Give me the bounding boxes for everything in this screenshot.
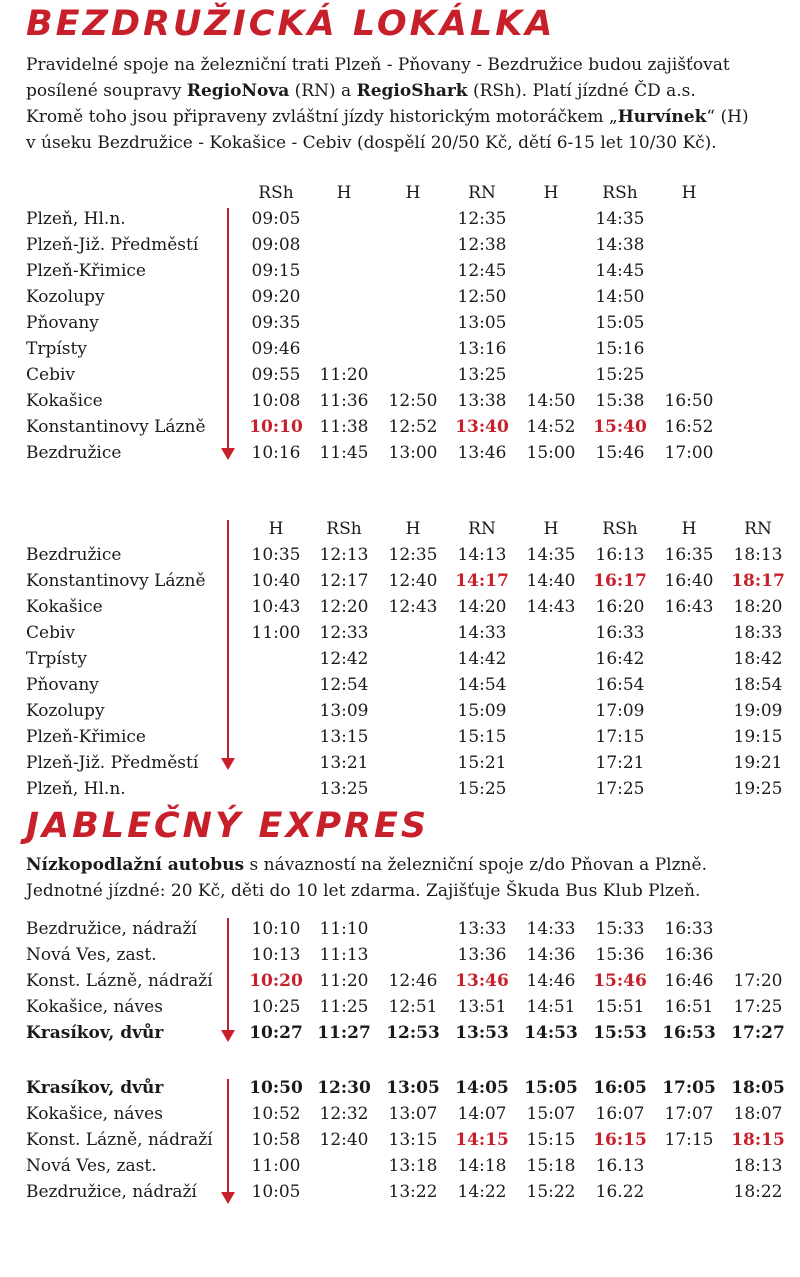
departure-time: 14:05 — [455, 1078, 509, 1098]
departure-time: 13:15 — [388, 1130, 438, 1150]
departure-time: 18:13 — [733, 545, 783, 565]
departure-time: 16.22 — [595, 1182, 645, 1202]
departure-time: 12:13 — [319, 545, 369, 565]
departure-time: 16:46 — [664, 971, 714, 991]
timetable-row — [0, 698, 800, 724]
departure-time: 10:20 — [249, 971, 303, 991]
stop-name: Bezdružice, nádraží — [26, 1182, 197, 1202]
departure-time: 10:25 — [251, 997, 301, 1017]
departure-time: 16:40 — [664, 571, 714, 591]
timetable-row — [0, 620, 800, 646]
departure-time: 15:51 — [595, 997, 645, 1017]
stop-name: Konstantinovy Lázně — [26, 571, 206, 591]
departure-time: 18:22 — [733, 1182, 783, 1202]
departure-time: 19:25 — [733, 779, 783, 799]
departure-time: 14:22 — [457, 1182, 507, 1202]
departure-time: 13:25 — [457, 365, 507, 385]
departure-time: 10:10 — [249, 417, 303, 437]
train-type-label: RN — [468, 519, 496, 539]
departure-time: 10:10 — [251, 919, 301, 939]
section-title-jablecny-expres: JABLEČNÝ EXPRES — [26, 806, 430, 846]
train-type-label: RSh — [602, 519, 638, 539]
departure-time: 12:43 — [388, 597, 438, 617]
stop-name: Plzeň-Křimice — [26, 261, 146, 281]
departure-time: 09:55 — [251, 365, 301, 385]
intro-text: Kromě toho jsou připraveny zvláštní jízdy historickým motoráčkem „ — [26, 107, 618, 127]
timetable-row — [0, 206, 800, 232]
timetable-row — [0, 750, 800, 776]
intro-lokalka — [26, 52, 796, 156]
departure-time: 16:07 — [595, 1104, 645, 1124]
departure-time: 19:15 — [733, 727, 783, 747]
intro-text: (RN) a — [289, 81, 357, 101]
departure-time: 12:54 — [319, 675, 369, 695]
departure-time: 19:09 — [733, 701, 783, 721]
departure-time: 12:46 — [388, 971, 438, 991]
departure-time: 14:50 — [595, 287, 645, 307]
direction-arrow-icon — [221, 1079, 235, 1204]
stop-name: Krasíkov, dvůr — [26, 1078, 164, 1098]
departure-time: 15:25 — [595, 365, 645, 385]
departure-time: 15:36 — [595, 945, 645, 965]
departure-time: 13:21 — [319, 753, 369, 773]
departure-time: 16:05 — [593, 1078, 647, 1098]
departure-time: 17:21 — [595, 753, 645, 773]
section-title-lokalka: BEZDRUŽICKÁ LOKÁLKA — [26, 4, 556, 44]
departure-time: 15:38 — [595, 391, 645, 411]
departure-time: 13:00 — [388, 443, 438, 463]
departure-time: 15:07 — [526, 1104, 576, 1124]
departure-time: 12:52 — [388, 417, 438, 437]
departure-time: 11:27 — [317, 1023, 371, 1043]
intro-text: “ (H) — [706, 107, 749, 127]
timetable-row — [0, 542, 800, 568]
departure-time: 18:07 — [733, 1104, 783, 1124]
stop-name: Trpísty — [26, 339, 87, 359]
stop-name: Kokašice — [26, 597, 103, 617]
departure-time: 16:42 — [595, 649, 645, 669]
departure-time: 12:51 — [388, 997, 438, 1017]
stop-name: Plzeň-Křimice — [26, 727, 146, 747]
stop-name: Kozolupy — [26, 701, 105, 721]
departure-time: 17:00 — [664, 443, 714, 463]
departure-time: 11:20 — [319, 365, 369, 385]
departure-time: 13:40 — [455, 417, 509, 437]
departure-time: 14:20 — [457, 597, 507, 617]
departure-time: 13:46 — [455, 971, 509, 991]
departure-time: 15:00 — [526, 443, 576, 463]
departure-time: 16:17 — [593, 571, 647, 591]
departure-time: 11:36 — [319, 391, 369, 411]
intro-text: (RSh). Platí jízdné ČD a.s. — [467, 81, 696, 101]
timetable-row — [0, 724, 800, 750]
departure-time: 12:40 — [319, 1130, 369, 1150]
departure-time: 17:15 — [664, 1130, 714, 1150]
departure-time: 15:09 — [457, 701, 507, 721]
departure-time: 14:33 — [457, 623, 507, 643]
intro-emphasis: Nízkopodlažní autobus — [26, 855, 245, 875]
departure-time: 15:18 — [526, 1156, 576, 1176]
departure-time: 11:13 — [319, 945, 369, 965]
train-type-label: RSh — [326, 519, 362, 539]
departure-time: 14:13 — [457, 545, 507, 565]
departure-time: 10:50 — [249, 1078, 303, 1098]
departure-time: 14:51 — [526, 997, 576, 1017]
timetable-row — [0, 594, 800, 620]
departure-time: 14:45 — [595, 261, 645, 281]
departure-time: 13:05 — [386, 1078, 440, 1098]
departure-time: 17:27 — [731, 1023, 785, 1043]
departure-time: 10:35 — [251, 545, 301, 565]
timetable-row — [0, 284, 800, 310]
train-type-label: H — [681, 519, 697, 539]
departure-time: 10:13 — [251, 945, 301, 965]
train-type-label: H — [543, 183, 559, 203]
intro-emphasis: Hurvínek — [617, 107, 707, 127]
departure-time: 14:07 — [457, 1104, 507, 1124]
timetable-row — [0, 942, 800, 968]
timetable-row — [0, 362, 800, 388]
departure-time: 18:17 — [731, 571, 785, 591]
stop-name: Bezdružice, nádraží — [26, 919, 197, 939]
departure-time: 17:25 — [595, 779, 645, 799]
departure-time: 16:53 — [662, 1023, 716, 1043]
train-type-label: RN — [468, 183, 496, 203]
intro-jablecny-expres — [26, 852, 796, 904]
timetable-row — [0, 968, 800, 994]
intro-emphasis: RegioShark — [356, 81, 468, 101]
departure-time: 12:38 — [457, 235, 507, 255]
departure-time: 14:35 — [595, 209, 645, 229]
departure-time: 13:36 — [457, 945, 507, 965]
stop-name: Bezdružice — [26, 545, 122, 565]
train-type-label: RSh — [258, 183, 294, 203]
train-type-label: RSh — [602, 183, 638, 203]
intro-text: s návazností na železniční spoje z/do Pňovan a Plzně. — [244, 855, 707, 875]
stop-name: Trpísty — [26, 649, 87, 669]
departure-time: 16:43 — [664, 597, 714, 617]
departure-time: 12:53 — [386, 1023, 440, 1043]
departure-time: 11:38 — [319, 417, 369, 437]
departure-time: 18:33 — [733, 623, 783, 643]
departure-time: 15:05 — [524, 1078, 578, 1098]
departure-time: 15:25 — [457, 779, 507, 799]
stop-name: Konstantinovy Lázně — [26, 417, 206, 437]
timetable-row — [0, 232, 800, 258]
departure-time: 14:35 — [526, 545, 576, 565]
stop-name: Cebiv — [26, 365, 75, 385]
stop-name: Krasíkov, dvůr — [26, 1023, 164, 1043]
stop-name: Kozolupy — [26, 287, 105, 307]
departure-time: 14:50 — [526, 391, 576, 411]
timetable-row — [0, 414, 800, 440]
departure-time: 10:08 — [251, 391, 301, 411]
departure-time: 16:54 — [595, 675, 645, 695]
departure-time: 13:38 — [457, 391, 507, 411]
departure-time: 11:00 — [251, 623, 301, 643]
timetable-row — [0, 388, 800, 414]
departure-time: 12:50 — [457, 287, 507, 307]
departure-time: 18:13 — [733, 1156, 783, 1176]
departure-time: 14:54 — [457, 675, 507, 695]
departure-time: 16:50 — [664, 391, 714, 411]
departure-time: 13:07 — [388, 1104, 438, 1124]
departure-time: 10:05 — [251, 1182, 301, 1202]
departure-time: 17:09 — [595, 701, 645, 721]
departure-time: 16:13 — [595, 545, 645, 565]
stop-name: Plzeň, Hl.n. — [26, 209, 126, 229]
departure-time: 09:08 — [251, 235, 301, 255]
stop-name: Pňovany — [26, 313, 99, 333]
departure-time: 18:54 — [733, 675, 783, 695]
departure-time: 12:33 — [319, 623, 369, 643]
departure-time: 10:58 — [251, 1130, 301, 1150]
timetable-row — [0, 1101, 800, 1127]
departure-time: 14:36 — [526, 945, 576, 965]
departure-time: 16:33 — [595, 623, 645, 643]
timetable-row — [0, 1179, 800, 1205]
intro-text: Jednotné jízdné: 20 Kč, děti do 10 let zdarma. Zajišťuje Škuda Bus Klub Plzeň. — [26, 881, 701, 901]
timetable-row — [0, 1075, 800, 1101]
train-type-header — [0, 516, 800, 542]
departure-time: 17:20 — [733, 971, 783, 991]
departure-time: 12:32 — [319, 1104, 369, 1124]
stop-name: Plzeň-Již. Předměstí — [26, 753, 199, 773]
departure-time: 17:25 — [733, 997, 783, 1017]
departure-time: 19:21 — [733, 753, 783, 773]
train-type-label: H — [336, 183, 352, 203]
departure-time: 18:20 — [733, 597, 783, 617]
departure-time: 11:45 — [319, 443, 369, 463]
timetable-row — [0, 568, 800, 594]
intro-line — [26, 878, 796, 904]
departure-time: 13:25 — [319, 779, 369, 799]
timetable-row — [0, 258, 800, 284]
departure-time: 17:07 — [664, 1104, 714, 1124]
departure-time: 09:35 — [251, 313, 301, 333]
departure-time: 14:17 — [455, 571, 509, 591]
intro-emphasis: RegioNova — [186, 81, 290, 101]
timetable-row — [0, 646, 800, 672]
timetable-row — [0, 672, 800, 698]
stop-name: Pňovany — [26, 675, 99, 695]
departure-time: 13:46 — [457, 443, 507, 463]
departure-time: 12:35 — [457, 209, 507, 229]
departure-time: 13:33 — [457, 919, 507, 939]
departure-time: 11:20 — [319, 971, 369, 991]
intro-line — [26, 78, 796, 104]
stop-name: Kokašice, náves — [26, 997, 163, 1017]
stop-name: Cebiv — [26, 623, 75, 643]
departure-time: 15:53 — [593, 1023, 647, 1043]
departure-time: 15:16 — [595, 339, 645, 359]
departure-time: 15:21 — [457, 753, 507, 773]
departure-time: 15:05 — [595, 313, 645, 333]
direction-arrow-icon — [221, 520, 235, 770]
departure-time: 17:15 — [595, 727, 645, 747]
intro-text: Pravidelné spoje na železniční trati Plzeň - Pňovany - Bezdružice budou zajišťovat — [26, 55, 730, 75]
intro-line — [26, 104, 796, 130]
direction-arrow-icon — [221, 208, 235, 460]
departure-time: 12:50 — [388, 391, 438, 411]
departure-time: 18:42 — [733, 649, 783, 669]
timetable-row — [0, 776, 800, 802]
train-type-label: RN — [744, 519, 772, 539]
departure-time: 14:18 — [457, 1156, 507, 1176]
departure-time: 11:00 — [251, 1156, 301, 1176]
departure-time: 16:33 — [664, 919, 714, 939]
timetable-row — [0, 336, 800, 362]
departure-time: 13:15 — [319, 727, 369, 747]
departure-time: 15:46 — [593, 971, 647, 991]
stop-name: Konst. Lázně, nádraží — [26, 971, 213, 991]
departure-time: 13:05 — [457, 313, 507, 333]
departure-time: 18:05 — [731, 1078, 785, 1098]
train-type-label: H — [681, 183, 697, 203]
departure-time: 14:42 — [457, 649, 507, 669]
departure-time: 14:53 — [524, 1023, 578, 1043]
intro-line — [26, 852, 796, 878]
departure-time: 09:15 — [251, 261, 301, 281]
train-type-header — [0, 180, 800, 206]
stop-name: Bezdružice — [26, 443, 122, 463]
departure-time: 17:05 — [662, 1078, 716, 1098]
departure-time: 14:43 — [526, 597, 576, 617]
departure-time: 10:43 — [251, 597, 301, 617]
departure-time: 13:18 — [388, 1156, 438, 1176]
departure-time: 12:45 — [457, 261, 507, 281]
departure-time: 15:33 — [595, 919, 645, 939]
departure-time: 18:15 — [731, 1130, 785, 1150]
timetable-row — [0, 1020, 800, 1046]
intro-line — [26, 52, 796, 78]
departure-time: 16.13 — [595, 1156, 645, 1176]
departure-time: 11:10 — [319, 919, 369, 939]
departure-time: 15:15 — [526, 1130, 576, 1150]
departure-time: 13:09 — [319, 701, 369, 721]
departure-time: 13:51 — [457, 997, 507, 1017]
departure-time: 16:36 — [664, 945, 714, 965]
timetable-row — [0, 310, 800, 336]
stop-name: Konst. Lázně, nádraží — [26, 1130, 213, 1150]
departure-time: 14:15 — [455, 1130, 509, 1150]
departure-time: 16:35 — [664, 545, 714, 565]
stop-name: Plzeň-Již. Předměstí — [26, 235, 199, 255]
departure-time: 10:16 — [251, 443, 301, 463]
departure-time: 16:52 — [664, 417, 714, 437]
departure-time: 11:25 — [319, 997, 369, 1017]
departure-time: 12:35 — [388, 545, 438, 565]
intro-text: v úseku Bezdružice - Kokašice - Cebiv (dospělí 20/50 Kč, dětí 6-15 let 10/30 Kč). — [26, 133, 717, 153]
timetable-row — [0, 1127, 800, 1153]
departure-time: 12:17 — [319, 571, 369, 591]
departure-time: 14:38 — [595, 235, 645, 255]
train-type-label: H — [268, 519, 284, 539]
stop-name: Plzeň, Hl.n. — [26, 779, 126, 799]
departure-time: 12:30 — [317, 1078, 371, 1098]
train-type-label: H — [405, 519, 421, 539]
stop-name: Kokašice, náves — [26, 1104, 163, 1124]
departure-time: 09:05 — [251, 209, 301, 229]
departure-time: 14:52 — [526, 417, 576, 437]
departure-time: 14:46 — [526, 971, 576, 991]
departure-time: 16:51 — [664, 997, 714, 1017]
departure-time: 12:20 — [319, 597, 369, 617]
departure-time: 09:46 — [251, 339, 301, 359]
train-type-label: H — [405, 183, 421, 203]
departure-time: 10:27 — [249, 1023, 303, 1043]
intro-line — [26, 130, 796, 156]
departure-time: 12:42 — [319, 649, 369, 669]
departure-time: 13:16 — [457, 339, 507, 359]
departure-time: 09:20 — [251, 287, 301, 307]
departure-time: 16:20 — [595, 597, 645, 617]
departure-time: 13:22 — [388, 1182, 438, 1202]
timetable-row — [0, 916, 800, 942]
departure-time: 16:15 — [593, 1130, 647, 1150]
departure-time: 13:53 — [455, 1023, 509, 1043]
departure-time: 14:40 — [526, 571, 576, 591]
departure-time: 15:22 — [526, 1182, 576, 1202]
departure-time: 12:40 — [388, 571, 438, 591]
departure-time: 15:46 — [595, 443, 645, 463]
intro-text: posílené soupravy — [26, 81, 187, 101]
train-type-label: H — [543, 519, 559, 539]
departure-time: 10:40 — [251, 571, 301, 591]
stop-name: Nová Ves, zast. — [26, 945, 157, 965]
timetable-row — [0, 994, 800, 1020]
departure-time: 10:52 — [251, 1104, 301, 1124]
timetable-row — [0, 440, 800, 466]
stop-name: Nová Ves, zast. — [26, 1156, 157, 1176]
stop-name: Kokašice — [26, 391, 103, 411]
direction-arrow-icon — [221, 918, 235, 1042]
departure-time: 15:40 — [593, 417, 647, 437]
timetable-row — [0, 1153, 800, 1179]
departure-time: 15:15 — [457, 727, 507, 747]
departure-time: 14:33 — [526, 919, 576, 939]
